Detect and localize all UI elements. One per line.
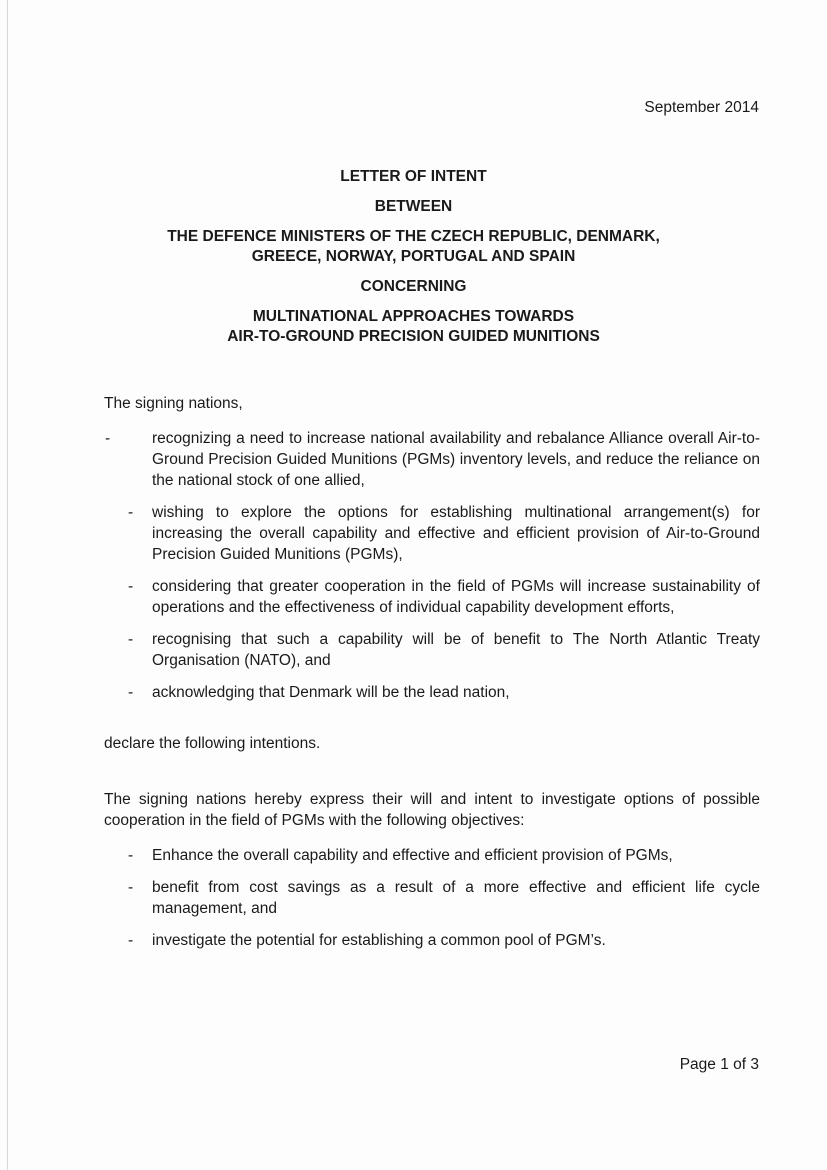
list-item: [104, 576, 760, 618]
title-line-3: THE DEFENCE MINISTERS OF THE CZECH REPUBLIC, DENMARK,: [167, 228, 660, 245]
document-date: September 2014: [644, 99, 759, 116]
intro-text: The signing nations,: [104, 395, 243, 412]
list-item-text: investigate the potential for establishing a common pool of PGM’s.: [152, 932, 606, 949]
list-dash: -: [128, 879, 134, 896]
list-item: [104, 845, 760, 866]
list-item-text: recognizing a need to increase national availability and rebalance Alliance overall Air-to-Ground Precision Guided Munitions (PGMs) inventory levels, and reduce the reliance on the national stock of one allied,: [152, 430, 760, 489]
list-item-text: wishing to explore the options for establishing multinational arrangement(s) for increasing the overall capability and effective and efficient provision of Air-to-Ground Precision Guided Munitions (PGMs),: [152, 504, 760, 563]
list-item: [104, 877, 760, 919]
list-dash: -: [128, 684, 134, 701]
title-line-6: MULTINATIONAL APPROACHES TOWARDS: [252, 308, 575, 325]
list-item: [104, 428, 760, 491]
objectives-list: [104, 845, 760, 962]
list-dash: -: [128, 847, 134, 864]
declare-text: declare the following intentions.: [104, 735, 321, 752]
list-item: [104, 682, 760, 703]
title-line-5: CONCERNING: [360, 278, 467, 295]
title-line-2: BETWEEN: [374, 198, 453, 215]
objectives-intro: The signing nations hereby express their will and intent to investigate options of possible cooperation in the field of PGMs with the following objectives:: [104, 791, 760, 829]
document-title: [0, 167, 827, 347]
page-number: Page 1 of 3: [679, 1056, 759, 1073]
list-dash: -: [128, 504, 134, 521]
title-line-7: AIR-TO-GROUND PRECISION GUIDED MUNITIONS: [227, 328, 600, 345]
title-line-1: LETTER OF INTENT: [340, 168, 487, 185]
list-item: [104, 930, 760, 951]
list-item: [104, 629, 760, 671]
list-item: [104, 502, 760, 565]
list-dash: -: [128, 631, 134, 648]
list-item-text: acknowledging that Denmark will be the lead nation,: [152, 684, 510, 701]
list-dash: -: [128, 578, 134, 595]
recitals-list: [104, 428, 760, 714]
title-line-4: GREECE, NORWAY, PORTUGAL AND SPAIN: [251, 248, 576, 265]
list-item-text: benefit from cost savings as a result of a more effective and efficient life cycle management, and: [152, 879, 760, 917]
list-item-text: Enhance the overall capability and effective and efficient provision of PGMs,: [152, 847, 673, 864]
list-item-text: recognising that such a capability will be of benefit to The North Atlantic Treaty Organisation (NATO), and: [152, 631, 760, 669]
list-dash: -: [105, 430, 111, 447]
list-dash: -: [128, 932, 134, 949]
list-item-text: considering that greater cooperation in the field of PGMs will increase sustainability of operations and the effectiveness of individual capability development efforts,: [152, 578, 760, 616]
